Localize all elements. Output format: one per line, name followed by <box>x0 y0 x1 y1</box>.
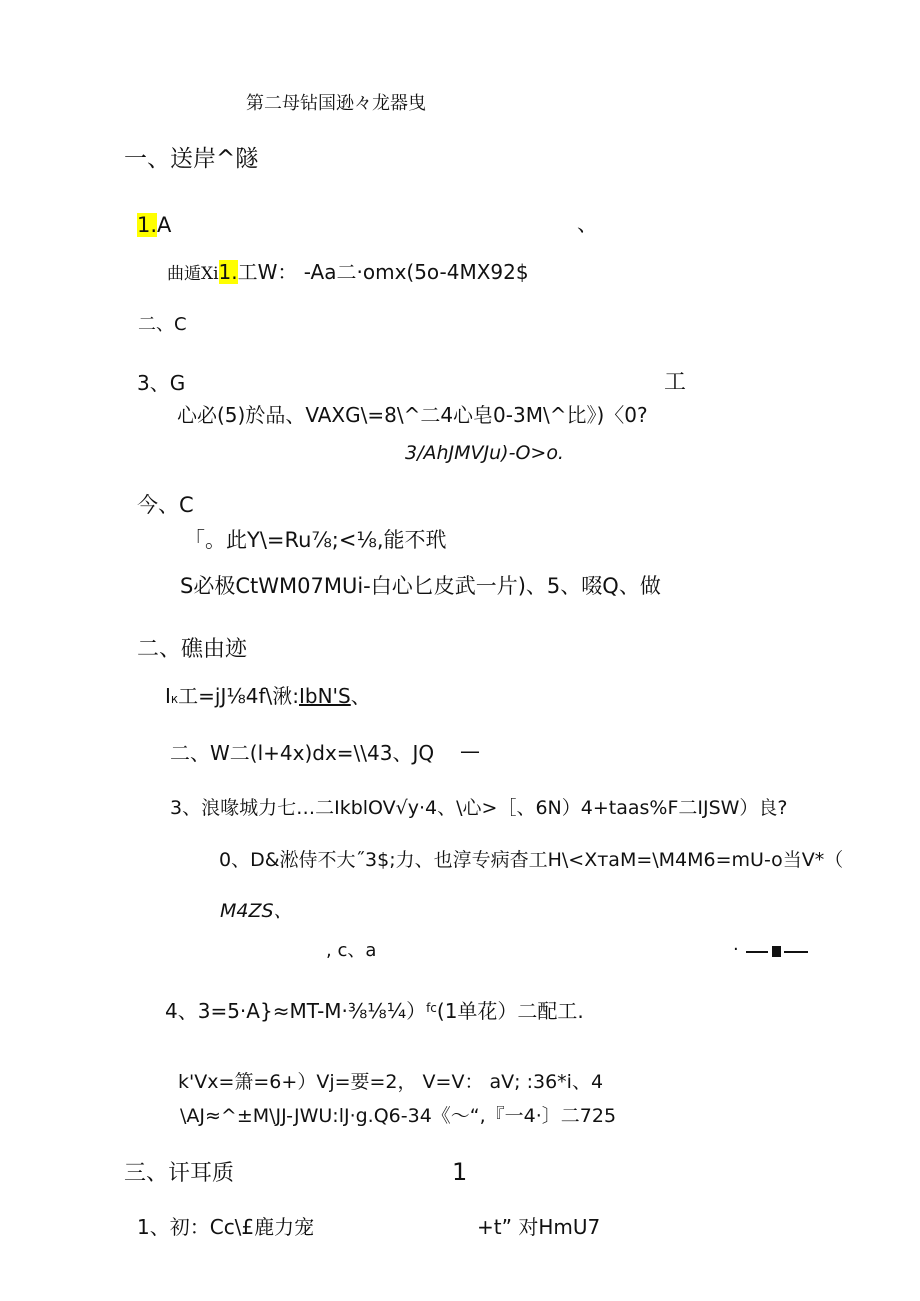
question-1-sub: 曲遁Xi1.工W： -Aa二·omx(5o-4MX92$ <box>167 260 529 284</box>
section-3-heading: 三、讦耳质 <box>124 1161 235 1186</box>
section-2-line-6: , c、a <box>326 940 377 961</box>
section-2-heading: 二、礁由迹 <box>137 637 248 662</box>
section-2-line-1: Iк工=jJ⅛4f\湫:IbN'S、 <box>165 684 371 708</box>
question-4: 今、C <box>137 493 194 517</box>
question-1-text: A <box>157 213 172 237</box>
section-2-line-5: M4ZS、 <box>220 900 293 922</box>
question-1-mark: 、 <box>577 212 598 236</box>
section-1-heading: 一、送岸^隧 <box>124 146 259 172</box>
question-3: 3、G <box>137 371 186 395</box>
dash-rule <box>746 951 768 953</box>
question-1 <box>137 215 171 236</box>
question-3-line-2: 心必(5)於品、VAXG\=8\^二4心皂0-3M\^比》)〈0? <box>177 403 648 427</box>
question-3-line-3: 3/AhJMVJu)-O>o. <box>405 442 564 464</box>
section-3-question-1: 1、初：Cc\£鹿力宠 <box>137 1215 315 1239</box>
black-square-mark <box>772 946 781 957</box>
section-3-number: 1 <box>452 1158 468 1186</box>
question-2: 二、C <box>138 314 187 335</box>
section-2-line-4: 0、D&淞侍不大˝3$;力、也淳专病杳工H\<XтaM=\M4M6=mU-o当V*（ <box>219 849 844 871</box>
section-2-line-6-dot: · <box>733 939 739 960</box>
question-3-right: 工 <box>664 370 687 395</box>
highlight-mark: 1. <box>218 260 238 284</box>
section-2-line-2-dash: — <box>460 739 480 763</box>
section-2-line-9: \AJ≈^±M\JJ-JWU:lJ·g.Q6-34《～“,『一4·〕二725 <box>180 1105 617 1127</box>
doc-title: 第二母钻国逊々龙器曳 <box>246 93 426 114</box>
section-2-line-8: k'Vx=箫=6+）Vj=要=2， V=V： aV; :36*i、4 <box>178 1071 604 1093</box>
section-3-question-1-right: +t” 对HmU7 <box>477 1215 601 1239</box>
section-2-line-2: 二、W二(l+4x)dx=\\43、JQ <box>170 741 435 765</box>
section-2-line-7: 4、3=5·A}≈MT-M·⅜⅛¼）$^{fc}$(1单花）二配工. <box>165 999 584 1023</box>
question-4-line-3: S必极CtWM07MUi-白心匕皮武一片)、5、啜Q、做 <box>180 574 661 598</box>
dash-rule <box>784 951 808 953</box>
highlight-mark: 1. <box>137 213 158 237</box>
section-2-line-3: 3、浪喙城力七…二IkblOV√y·4、\心>［、6N）4+taas%F二IJSW）良? <box>170 797 788 819</box>
question-4-line-2: 「。此Y\=Ru⅞;<⅛,能不玳 <box>184 528 447 552</box>
